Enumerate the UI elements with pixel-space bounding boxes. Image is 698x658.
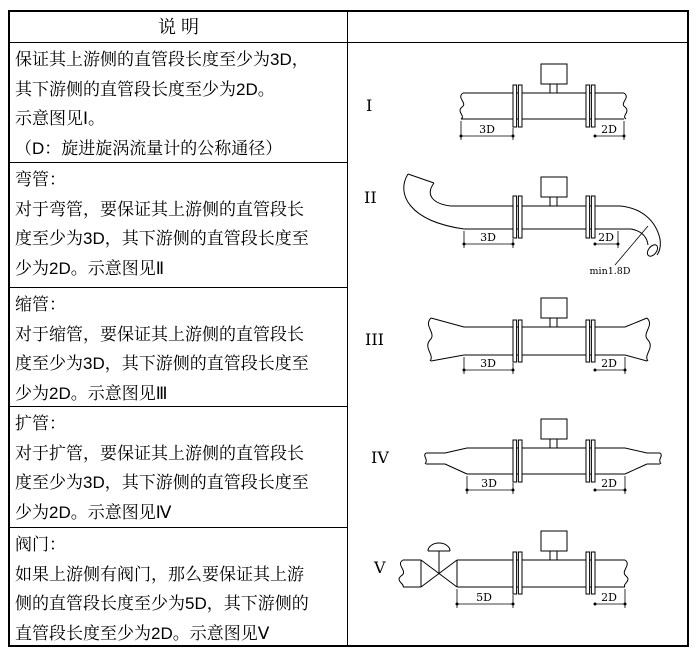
text-line: 弯管： bbox=[15, 170, 66, 189]
pipe-break-right bbox=[646, 318, 650, 361]
flowmeter-transmitter bbox=[541, 64, 567, 93]
text-line: 侧的直管段长度至少为5D，其下游侧的 bbox=[15, 594, 309, 613]
bend-inlet-cut bbox=[408, 174, 434, 183]
note-label-min-radius: min1.8D bbox=[589, 266, 631, 277]
pipe bbox=[428, 318, 651, 361]
flange-downstream bbox=[586, 85, 595, 127]
text-line: 保证其上游侧的直管段长度至少为3D， bbox=[15, 50, 309, 69]
text-line: 度至少为3D，其下游侧的直管段长度至 bbox=[15, 354, 309, 373]
dimension-downstream bbox=[594, 476, 627, 494]
text-line: 直管段长度至少为2D。示意图见Ⅴ bbox=[15, 623, 270, 643]
figure-1-label: I bbox=[366, 96, 373, 115]
figure-5-label: V bbox=[374, 558, 386, 577]
text-line: 对于扩管，要保证其上游侧的直管段长 bbox=[15, 443, 304, 463]
dimension-upstream bbox=[463, 231, 515, 248]
valve-icon bbox=[421, 543, 457, 587]
text-line: 少为2D。示意图见Ⅱ bbox=[15, 258, 165, 278]
dimension-downstream bbox=[594, 589, 627, 608]
pipe-break-left bbox=[425, 453, 427, 464]
pipe bbox=[425, 448, 662, 474]
text-line: 示意图见Ⅰ。 bbox=[15, 109, 106, 128]
text-line: 度至少为3D，其下游侧的直管段长度至 bbox=[15, 473, 309, 492]
dimension-downstream bbox=[594, 357, 627, 374]
dimension-upstream bbox=[456, 589, 515, 608]
flange-upstream bbox=[513, 85, 522, 127]
text-line: 对于弯管，要保证其上游侧的直管段长 bbox=[15, 199, 304, 219]
flowmeter-transmitter bbox=[541, 177, 567, 206]
section-valve bbox=[10, 528, 348, 645]
text-line: （D：旋进旋涡流量计的公称通径） bbox=[15, 138, 283, 158]
pipe-break-right bbox=[623, 93, 627, 119]
dimension-upstream bbox=[466, 476, 515, 494]
valve-handle bbox=[428, 543, 450, 573]
figure-4-diagram bbox=[371, 419, 661, 494]
dim-label-upstream: 3D bbox=[480, 357, 496, 370]
pipe bbox=[460, 93, 627, 119]
flowmeter-transmitter bbox=[541, 531, 567, 560]
dimension-downstream bbox=[594, 231, 620, 248]
section-reducer bbox=[10, 288, 348, 407]
text-line: 阀门： bbox=[15, 535, 66, 554]
table-header-figures bbox=[348, 12, 687, 43]
dimension-downstream bbox=[594, 121, 626, 140]
section-expander bbox=[10, 407, 348, 528]
text-line: 对于缩管，要保证其上游侧的直管段长 bbox=[15, 324, 304, 344]
figure-1-diagram bbox=[366, 64, 627, 140]
installation-requirements-table bbox=[8, 10, 689, 647]
flange-upstream bbox=[513, 196, 522, 238]
flowmeter-transmitter bbox=[541, 419, 567, 448]
flowmeter-transmitter bbox=[541, 298, 567, 327]
pipe-break-right bbox=[660, 453, 662, 464]
text-line: 其下游侧的直管段长度至少为2D。 bbox=[15, 79, 275, 99]
flange-downstream bbox=[586, 440, 595, 482]
dim-label-downstream: 2D bbox=[601, 591, 617, 604]
dim-label-downstream: 2D bbox=[598, 231, 614, 244]
expander-cone-right bbox=[625, 448, 647, 474]
text-line: 扩管： bbox=[15, 414, 66, 433]
dim-label-upstream: 5D bbox=[476, 591, 492, 604]
dim-label-upstream: 3D bbox=[479, 123, 495, 136]
text-line: 度至少为3D，其下游侧的直管段长度至 bbox=[15, 229, 309, 248]
reducer-cone-left bbox=[431, 318, 464, 361]
flange-upstream bbox=[513, 552, 522, 594]
text-line: 如果上游侧有阀门，那么要保证其上游 bbox=[15, 564, 304, 584]
figure-3-diagram bbox=[365, 298, 650, 374]
table-header-explanation: 说 明 bbox=[10, 12, 348, 43]
figure-4-label: IV bbox=[371, 448, 389, 467]
pipe-break-right bbox=[624, 560, 628, 587]
dim-label-upstream: 3D bbox=[481, 477, 497, 490]
expander-cone-left bbox=[445, 448, 467, 474]
pipe-break-left bbox=[460, 93, 464, 119]
flange-downstream bbox=[586, 552, 595, 594]
flange-downstream bbox=[586, 196, 595, 238]
figures-canvas bbox=[348, 43, 687, 644]
pipe-break-left bbox=[428, 318, 432, 361]
flange-downstream bbox=[586, 320, 595, 362]
flange-upstream bbox=[513, 440, 522, 482]
figure-3-label: III bbox=[365, 330, 384, 349]
dim-label-downstream: 2D bbox=[601, 357, 617, 370]
stub-left bbox=[426, 453, 445, 464]
section-bend bbox=[10, 163, 348, 288]
section-general bbox=[10, 43, 348, 163]
pipe bbox=[404, 174, 661, 258]
flange-upstream bbox=[513, 320, 522, 362]
text-line: 缩管： bbox=[15, 295, 66, 314]
figure-2-label: II bbox=[364, 188, 377, 207]
reducer-cone-right bbox=[625, 318, 647, 361]
dim-label-upstream: 3D bbox=[480, 231, 496, 244]
dim-label-downstream: 2D bbox=[601, 123, 617, 136]
figure-5-diagram bbox=[373, 531, 628, 608]
figure-2-diagram bbox=[364, 174, 660, 277]
figures-column bbox=[348, 43, 687, 645]
dimension-upstream bbox=[463, 357, 515, 374]
text-line: 少为2D。示意图见Ⅲ bbox=[15, 383, 168, 403]
dim-label-downstream: 2D bbox=[601, 477, 617, 490]
stub-right bbox=[647, 453, 660, 464]
bend-outlet-cut bbox=[645, 243, 659, 258]
dimension-upstream bbox=[460, 121, 515, 140]
pipe-break-left bbox=[399, 560, 404, 587]
stub-left bbox=[403, 560, 421, 587]
text-line: 少为2D。示意图见Ⅳ bbox=[15, 502, 172, 522]
